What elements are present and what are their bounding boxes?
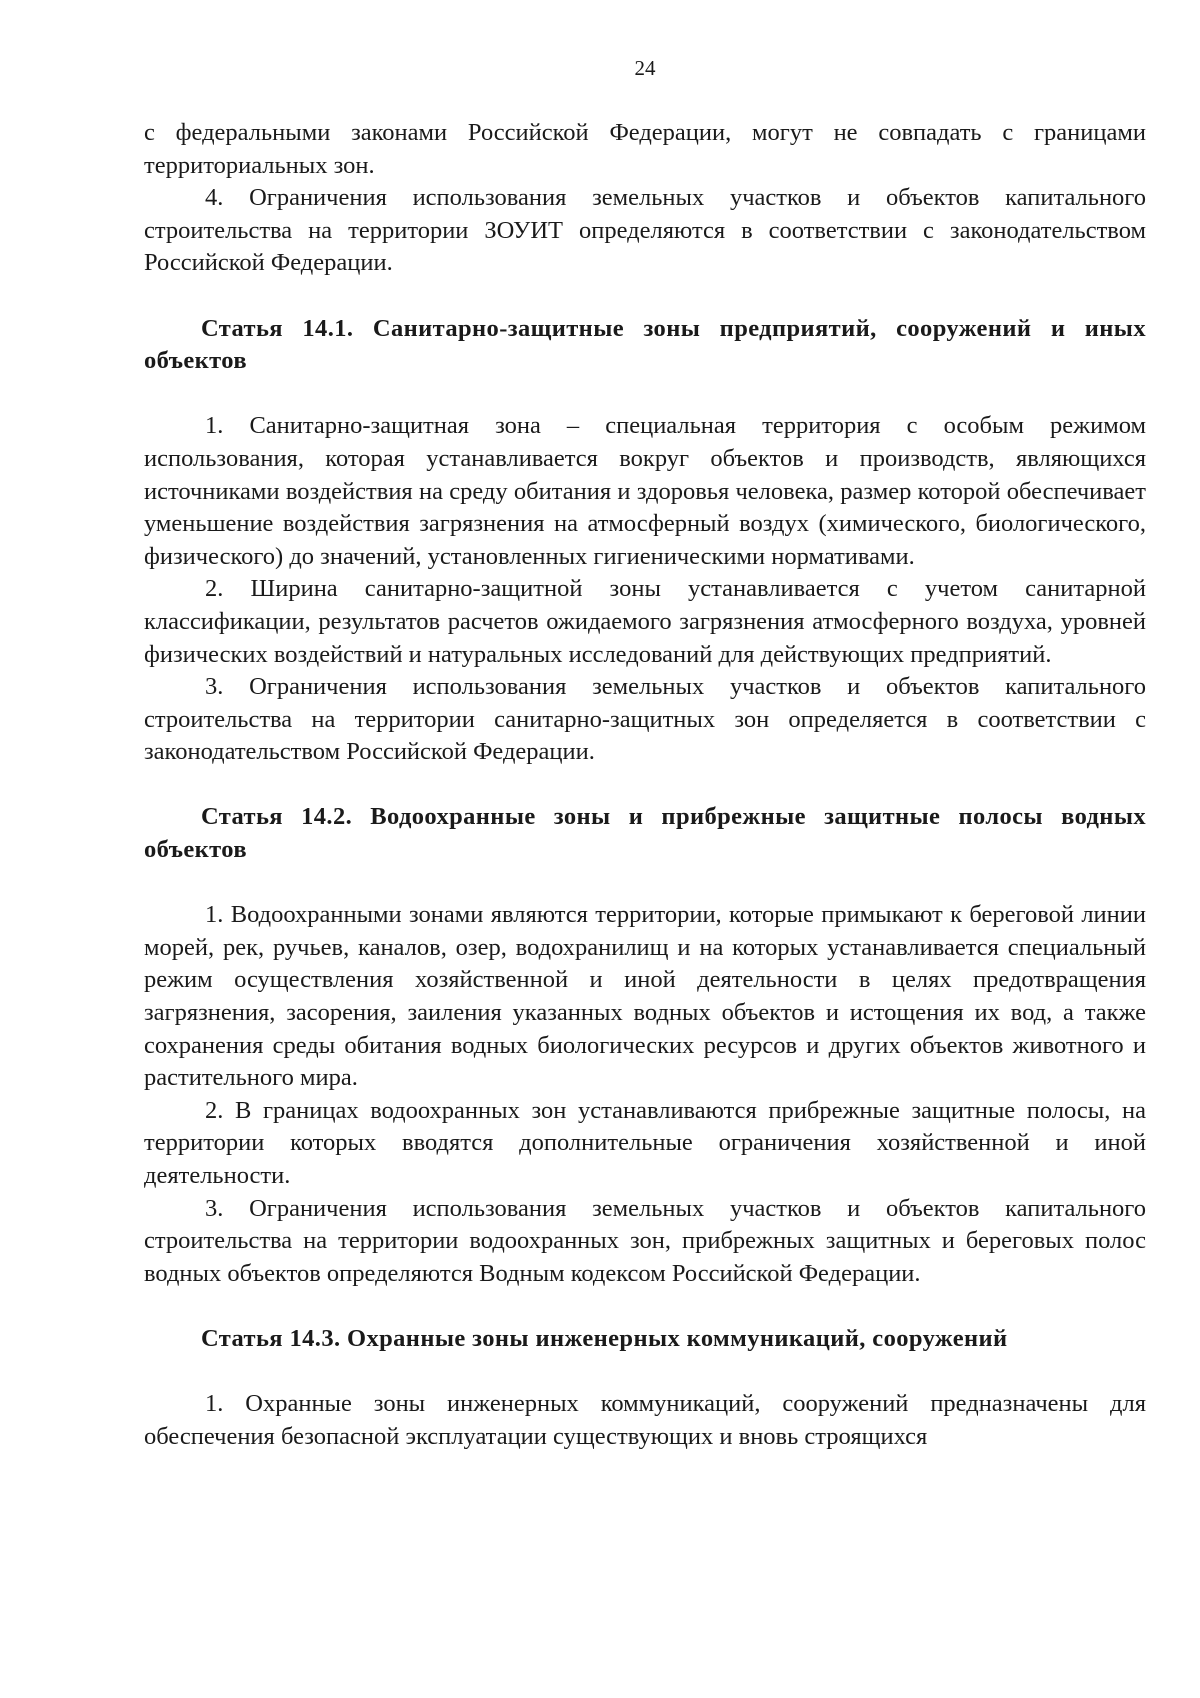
article-14-2-item-1: 1. Водоохранными зонами являются территории, которые примыкают к береговой линии морей, рек, ручьев, каналов, озер, водохранилищ и на которых устанавливается специальный режим осуществления хозяйственной и иной деятельности в целях предотвращения загрязнения, засорения, заиления указанных водных объектов и истощения их вод, а также сохранения среды обитания водных биологических ресурсов и других объектов животного и растительного мира.: [144, 901, 1146, 1092]
spacer: [144, 867, 1146, 900]
article-14-2-item-3: 3. Ограничения использования земельных участков и объектов капитального строительства на территории водоохранных зон, прибрежных защитных и береговых полос водных объектов определяются Водным кодексом Российской Федерации.: [144, 1194, 1146, 1287]
article-14-2-title: Статья 14.2. Водоохранные зоны и прибрежные защитные полосы водных объектов: [144, 803, 1146, 864]
document-body: [144, 117, 1146, 1453]
spacer: [144, 378, 1146, 411]
intro-continuation-paragraph: с федеральными законами Российской Федерации, могут не совпадать с границами территориальных зон.: [144, 119, 1146, 179]
spacer: [144, 1290, 1146, 1323]
spacer: [144, 280, 1146, 313]
article-14-1-item-2: 2. Ширина санитарно-защитной зоны устанавливается с учетом санитарной классификации, результатов расчетов ожидаемого загрязнения атмосферного воздуха, уровней физических воздействий и натуральных исследований для действующих предприятий.: [144, 575, 1146, 668]
spacer: [144, 769, 1146, 802]
article-14-1-item-3: 3. Ограничения использования земельных участков и объектов капитального строительства на территории санитарно-защитных зон определяется в соответствии с законодательством Российской Федерации.: [144, 673, 1146, 766]
article-14-1-title: Статья 14.1. Санитарно-защитные зоны предприятий, сооружений и иных объектов: [144, 314, 1146, 375]
article-14-2-item-2: 2. В границах водоохранных зон устанавливаются прибрежные защитные полосы, на территории которых вводятся дополнительные ограничения хозяйственной и иной деятельности.: [144, 1096, 1146, 1189]
intro-item-4: 4. Ограничения использования земельных участков и объектов капитального строительства на территории ЗОУИТ определяются в соответствии с законодательством Российской Федерации.: [144, 184, 1146, 277]
article-14-3-title: Статья 14.3. Охранные зоны инженерных коммуникаций, сооружений: [201, 1324, 1008, 1352]
article-14-3-item-1: 1. Охранные зоны инженерных коммуникаций, сооружений предназначены для обеспечения безопасной эксплуатации существующих и вновь строящихся: [144, 1390, 1146, 1450]
page-number: 24: [634, 56, 656, 80]
spacer: [144, 1356, 1146, 1389]
article-14-1-item-1: 1. Санитарно-защитная зона – специальная территория с особым режимом использования, которая устанавливается вокруг объектов и производств, являющихся источниками воздействия на среду обитания и здоровья человека, размер которой обеспечивает уменьшение воздействия загрязнения на атмосферный воздух (химического, биологического, физического) до значений, установленных гигиеническими нормативами.: [144, 412, 1146, 570]
